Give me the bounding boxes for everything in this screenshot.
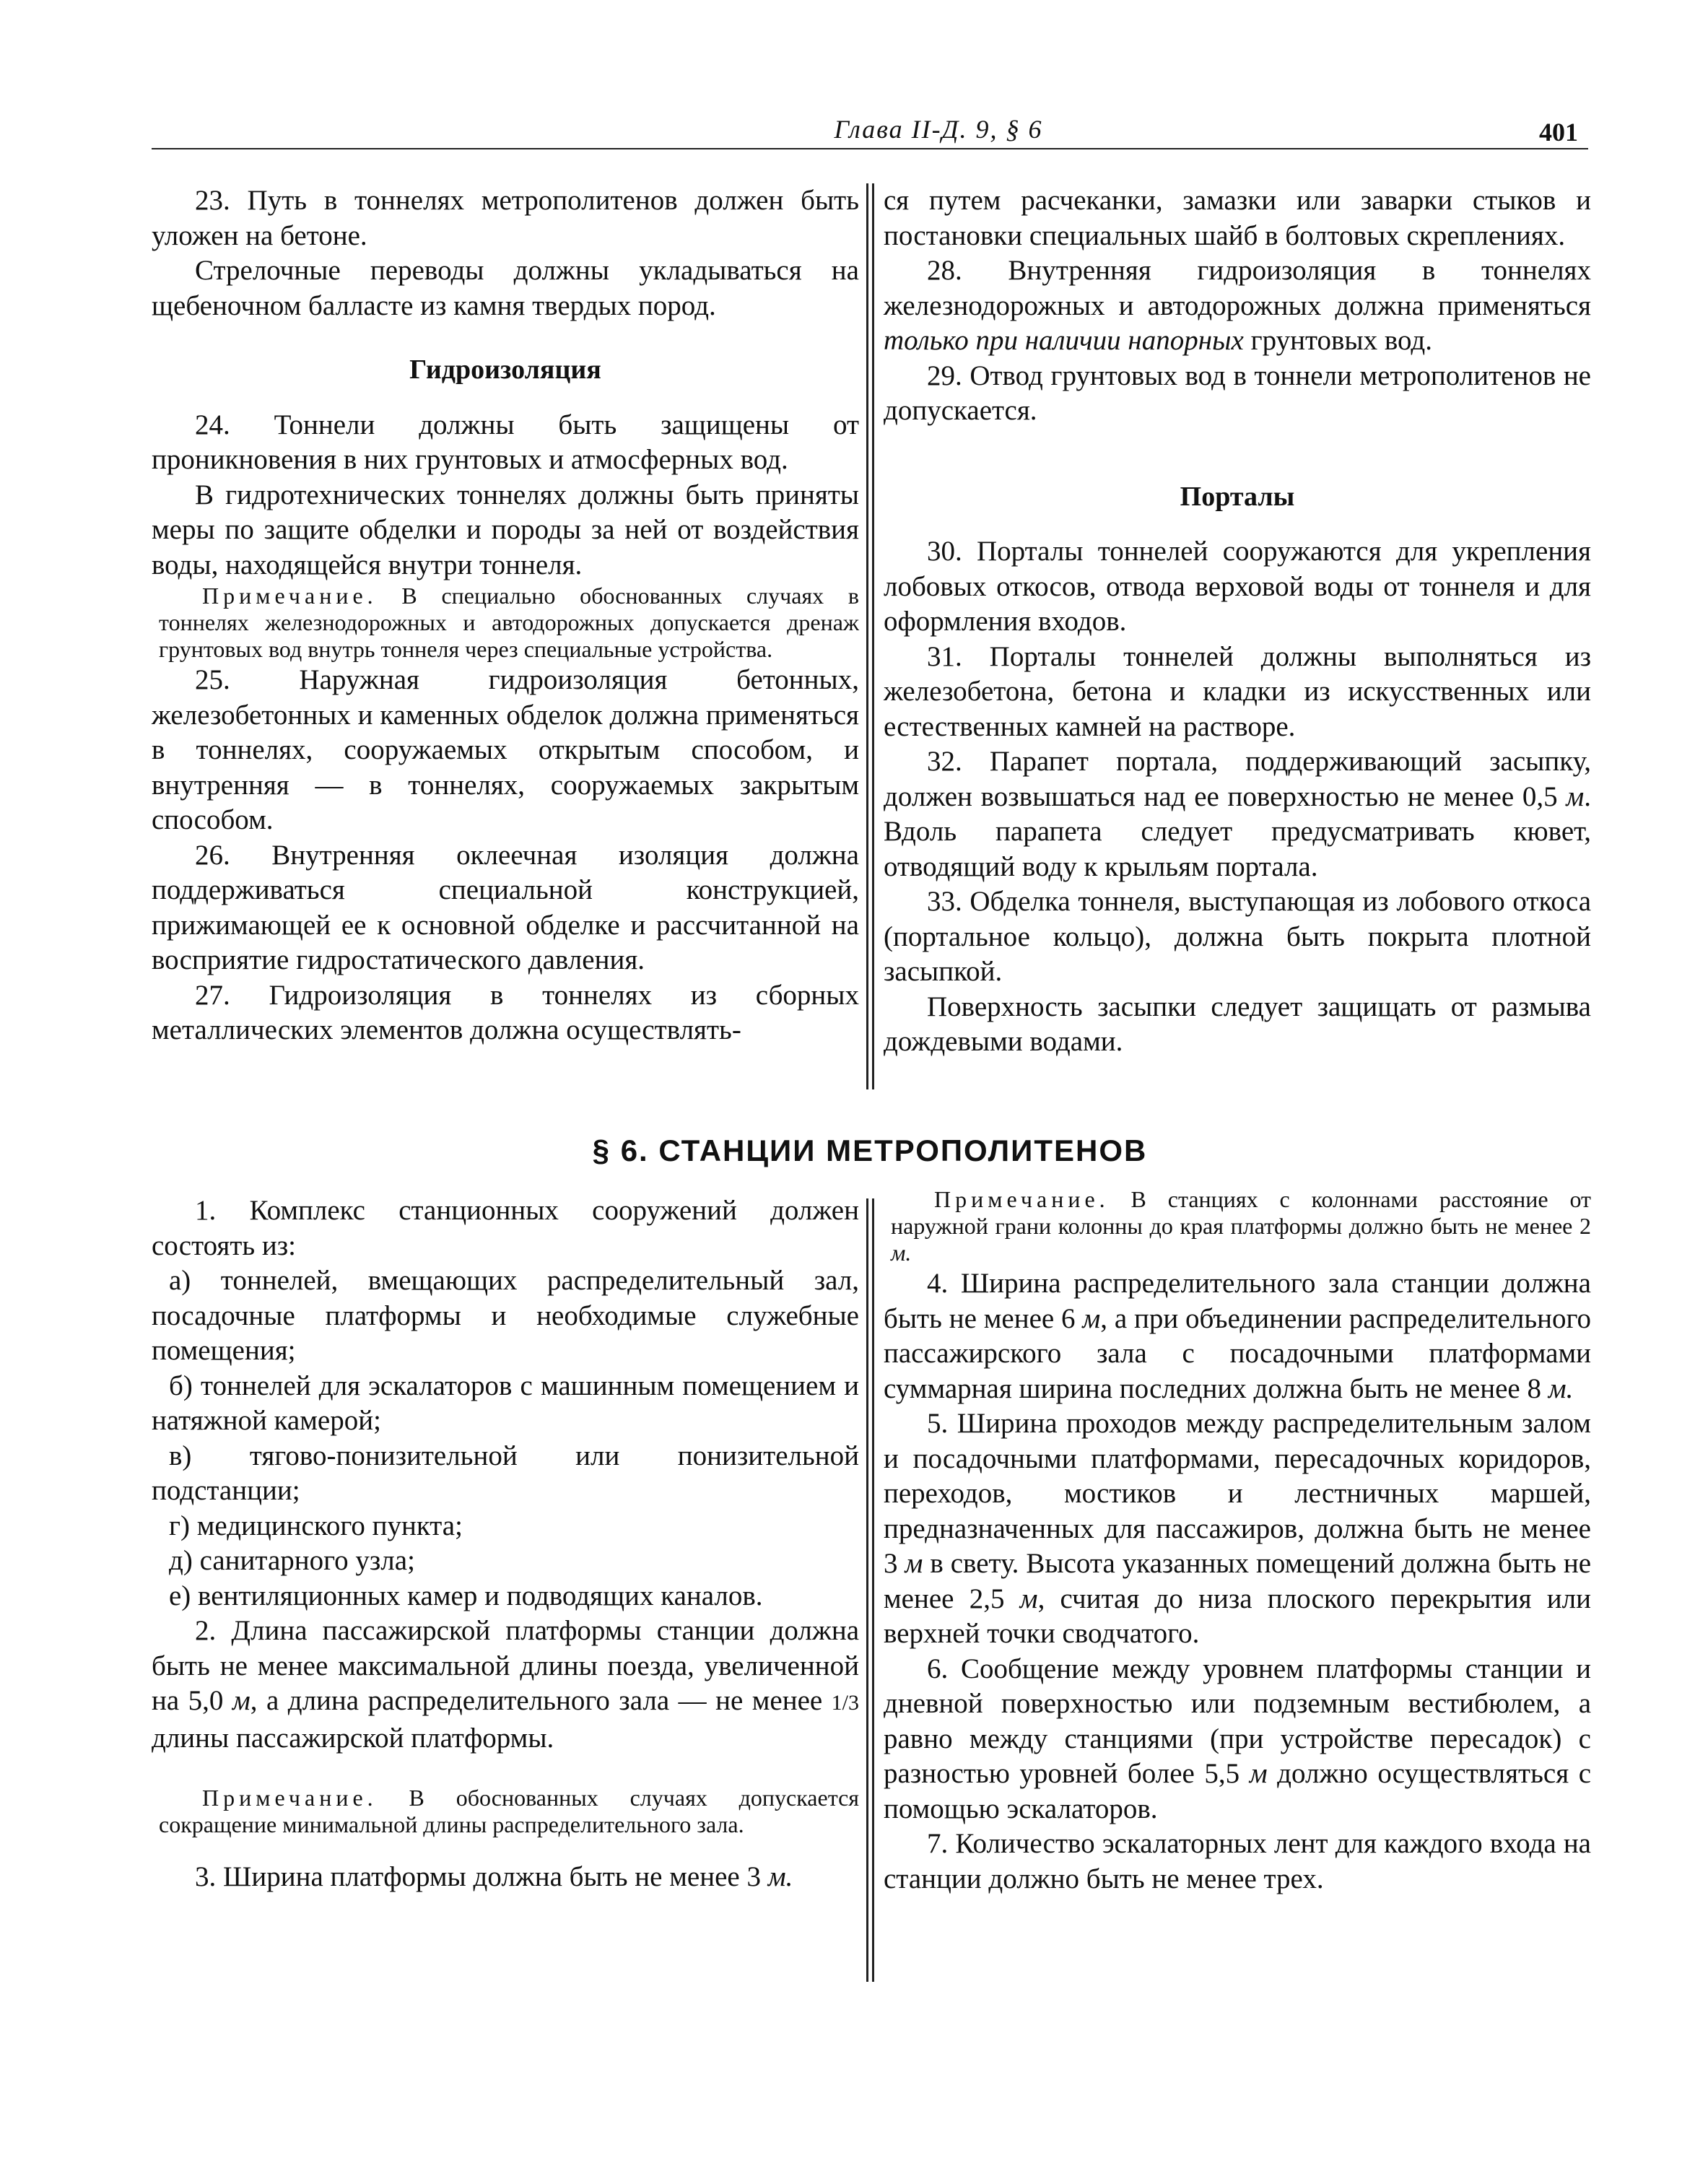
note-text: В обоснованных случаях допускается сокращение минимальной длины распределительного зала.: [159, 1785, 860, 1837]
p5-unit-1: м: [905, 1548, 923, 1579]
p32-end: . Вдоль парапета следует предусматривать кювет, отводящий воду к крыльям портала.: [884, 780, 1591, 882]
upper-right-column: [884, 183, 1591, 1060]
p2-mid: , а длина распределительного зала — не менее: [250, 1685, 823, 1716]
paragraph-4: [884, 1266, 1591, 1406]
lower-column-rule-right: [872, 1198, 874, 1982]
p28-start: 28. Внутренняя гидроизоляция в тоннелях железнодорожных и автодорожных должна применяться: [884, 255, 1591, 321]
paragraph-6: [884, 1652, 1591, 1827]
list-item-c: в) тягово-понизительной или понизительной подстанции;: [152, 1440, 859, 1506]
note-text: В специально обоснованных случаях в тоннелях железнодорожных и автодорожных допускается дренаж грунтовых вод внутрь тоннеля через специальные устройства.: [159, 583, 860, 662]
p3-start: 3. Ширина платформы должна быть не менее 3: [195, 1861, 761, 1892]
paragraph-24-cont: В гидротехнических тоннелях должны быть приняты меры по защите обделки и породы за ней от воздействия воды, находящейся внутри тоннеля.: [152, 479, 859, 580]
p32-unit: м: [1566, 780, 1585, 812]
paragraph-31: 31. Порталы тоннелей должны выполняться из железобетона, бетона и кладки из искусственных или естественных камней на растворе.: [884, 640, 1591, 742]
paragraph-32: [884, 744, 1591, 884]
p6-end: должно осуществляться с помощью эскалаторов.: [884, 1758, 1592, 1824]
p2-start: 2. Длина пассажирской платформы станции должна быть не менее максимальной длины поезда, увеличенной на 5,0: [152, 1615, 859, 1716]
header-rule: [152, 148, 1588, 149]
page-number: 401: [1539, 118, 1578, 147]
p28-end: грунтовых вод.: [1250, 325, 1432, 356]
paragraph-7: 7. Количество эскалаторных лент для каждого входа на станции должно быть не менее трех.: [884, 1828, 1591, 1894]
p32-start: 32. Парапет портала, поддерживающий засыпку, должен возвышаться над ее поверхностью не менее 0,5: [884, 746, 1591, 812]
p4-start: 4. Ширина распределительного зала станции должна быть не менее 6: [884, 1268, 1591, 1334]
p2-end: длины пассажирской платформы.: [152, 1722, 554, 1754]
paragraph-28: [884, 253, 1591, 359]
p5-end: , считая до низа плоского перекрытия или верхней точки сводчатого.: [884, 1583, 1592, 1649]
note-label: Примечание.: [934, 1186, 1110, 1212]
subheading-waterproofing: Гидроизоляция: [409, 354, 601, 385]
upper-left-column: [152, 183, 859, 1048]
note-label: Примечание.: [202, 583, 378, 609]
paragraph-23: 23. Путь в тоннелях метрополитенов должен быть уложен на бетоне.: [152, 185, 859, 251]
p2-fraction: 1/3: [831, 1691, 860, 1715]
paragraph-26: 26. Внутренняя оклеечная изоляция должна поддерживаться специальной конструкцией, прижимающей ее к основной обделке и рассчитанной на восприятие гидростатического давления.: [152, 839, 859, 975]
paragraph-3: [152, 1860, 859, 1895]
list-item-f: е) вентиляционных камер и подводящих каналов.: [169, 1580, 763, 1611]
subheading-portals: Порталы: [1180, 481, 1295, 512]
p4-unit-1: м: [1082, 1302, 1101, 1334]
paragraph-25: 25. Наружная гидроизоляция бетонных, железобетонных и каменных обделок должна применяться в тоннелях, сооружаемых открытым способом, и внутренняя — в тоннелях, сооружаемых закрытым способом.: [152, 664, 859, 835]
paragraph-30: 30. Порталы тоннелей сооружаются для укрепления лобовых откосов, отвода верховой воды от тоннеля и для оформления входов.: [884, 536, 1591, 637]
paragraph-24: 24. Тоннели должны быть защищены от проникновения в них грунтовых и атмосферных вод.: [152, 409, 859, 475]
paragraph-2: [152, 1614, 859, 1756]
p3-unit: м.: [767, 1861, 793, 1892]
section-heading: § 6. СТАНЦИИ МЕТРОПОЛИТЕНОВ: [592, 1133, 1148, 1167]
note-columns: [884, 1186, 1591, 1266]
note-platform-length: [152, 1785, 859, 1838]
p2-unit: м: [232, 1685, 250, 1716]
p5-mid: в свету. Высота указанных помещений должна быть не менее 2,5: [884, 1548, 1592, 1614]
lower-left-column: [152, 1193, 859, 1895]
p6-start: 6. Сообщение между уровнем платформы станции и дневной поверхностью или подземным вестибюлем, а равно между станциями (при устройстве пересадок) с разностью уровней более 5,5: [884, 1653, 1591, 1789]
paragraph-27-cont: ся путем расчеканки, замазки или заварки стыков и постановки специальных шайб в болтовых скреплениях.: [884, 185, 1591, 251]
paragraph-1: 1. Комплекс станционных сооружений должен состоять из:: [152, 1195, 859, 1261]
running-head: Глава II-Д. 9, § 6: [834, 115, 1043, 144]
p5-start: 5. Ширина проходов между распределительным залом и посадочными платформами, пересадочных коридоров, переходов, мостиков и лестничных маршей, предназначенных для пассажиров, должна быть не менее 3: [884, 1408, 1591, 1579]
note-unit: м.: [891, 1240, 912, 1266]
list-item-a: а) тоннелей, вмещающих распределительный зал, посадочные платформы и необходимые служебные помещения;: [152, 1265, 859, 1366]
list-item-b: б) тоннелей для эскалаторов с машинным помещением и натяжной камерой;: [152, 1370, 859, 1436]
note-label: Примечание.: [202, 1785, 378, 1811]
p6-unit: м: [1249, 1758, 1268, 1789]
note-text: В станциях с колоннами расстояние от наружной грани колонны до края платформы должно быть не менее 2: [891, 1186, 1591, 1239]
column-rule-right: [872, 183, 874, 1089]
p5-unit-2: м: [1019, 1583, 1038, 1614]
paragraph-23-cont: Стрелочные переводы должны укладываться на щебеночном балласте из камня твердых пород.: [152, 255, 859, 321]
column-rule-left: [866, 183, 868, 1089]
list-item-e: д) санитарного узла;: [169, 1545, 415, 1576]
p4-unit-2: м.: [1548, 1372, 1574, 1404]
paragraph-33-cont: Поверхность засыпки следует защищать от размыва дождевыми водами.: [884, 991, 1591, 1057]
lower-right-column: [884, 1186, 1591, 1897]
list-item-d: г) медицинского пункта;: [169, 1510, 463, 1541]
paragraph-5: [884, 1406, 1591, 1652]
lower-column-rule-left: [866, 1198, 868, 1982]
paragraph-27: 27. Гидроизоляция в тоннелях из сборных металлических элементов должна осуществлять-: [152, 979, 859, 1045]
p4-mid: , а при объединении распределительного пассажирского зала с посадочными платформами суммарная ширина последних должна быть не менее 8: [884, 1302, 1592, 1404]
p28-italic: только при наличии напорных: [884, 325, 1244, 356]
note-drainage: [152, 583, 859, 663]
paragraph-29: 29. Отвод грунтовых вод в тоннели метрополитенов не допускается.: [884, 360, 1591, 426]
paragraph-33: 33. Обделка тоннеля, выступающая из лобового откоса (портальное кольцо), должна быть покрыта плотной засыпкой.: [884, 886, 1591, 987]
